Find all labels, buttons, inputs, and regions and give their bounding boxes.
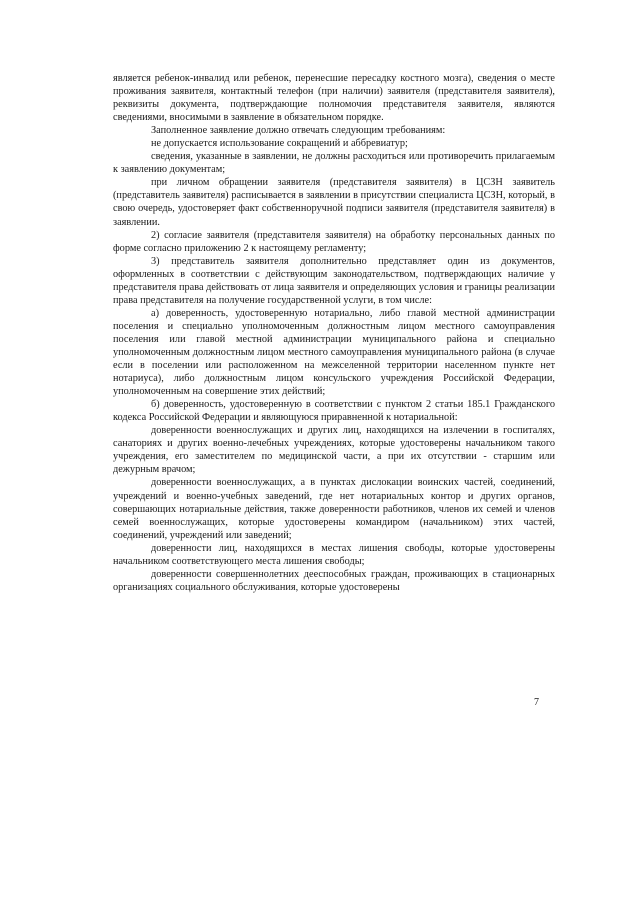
paragraph-social-care: доверенности совершеннолетних дееспособных граждан, проживающих в стационарных организациях социального обслуживания, которые удостоверены xyxy=(113,568,555,593)
paragraph-subitem-a: а) доверенность, удостоверенную нотариально, либо главой местной администрации поселения и специально уполномоченным должностным лицом местного самоуправления поселения или главой местной администрации муниципального района и специально уполномоченным должностным лицом местного самоуправления муниципального района (в случае если в поселении или расположенном на межселенной территории населенном пункте нет нотариуса), либо должностным лицом консульского учреждения Российской Федерации, уполномоченным на совершение этих действий; xyxy=(113,307,555,398)
paragraph-item-2-consent: 2) согласие заявителя (представителя заявителя) на обработку персональных данных по форме согласно приложению 2 к настоящему регламенту; xyxy=(113,229,555,254)
paragraph-military-hospital: доверенности военнослужащих и других лиц, находящихся на излечении в госпиталях, санаториях и других военно-лечебных учреждениях, которые удостоверены начальником такого учреждения, его заместителем по медицинской части, а при их отсутствии - старшим или дежурным врачом; xyxy=(113,425,555,476)
paragraph-continuation: является ребенок-инвалид или ребенок, перенесшие пересадку костного мозга), сведения о месте проживания заявителя, контактный телефон (при наличии) заявителя (представителя заявителя), реквизиты документа, подтверждающие полномочия представителя заявителя, являются сведениями, вносимыми в заявление в обязательном порядке. xyxy=(113,73,555,124)
paragraph-requirements-intro: Заполненное заявление должно отвечать следующим требованиям: xyxy=(151,125,446,137)
paragraph-personal-signature: при личном обращении заявителя (представителя заявителя) в ЦСЗН заявитель (представитель заявителя) расписывается в заявлении в присутствии специалиста ЦСЗН, который, в свою очередь, удостоверяет факт собственноручной подписи заявителя (представителя заявителя) в заявлении. xyxy=(113,177,555,228)
paragraph-military-units: доверенности военнослужащих, а в пунктах дислокации воинских частей, соединений, учреждений и военно-учебных заведений, где нет нотариальных контор и других органов, совершающих нотариальные действия, также доверенности работников, членов их семей и членов семей военнослужащих, которые удостоверены командиром (начальником) этих частей, соединений, учреждений или заведений; xyxy=(113,477,555,541)
page-number: 7 xyxy=(534,697,539,708)
paragraph-no-abbreviations: не допускается использование сокращений и аббревиатур; xyxy=(151,138,408,150)
paragraph-subitem-b: б) доверенность, удостоверенную в соответствии с пунктом 2 статьи 185.1 Гражданского кодекса Российской Федерации и являющуюся приравненной к нотариальной: xyxy=(113,399,555,424)
paragraph-item-3-representative: 3) представитель заявителя дополнительно представляет один из документов, оформленных в соответствии с действующим законодательством, подтверждающих наличие у представителя права действовать от лица заявителя и определяющих условия и границы реализации права представителя на получение государственной услуги, в том числе: xyxy=(113,255,555,306)
paragraph-consistency: сведения, указанные в заявлении, не должны расходиться или противоречить прилагаемым к заявлению документам; xyxy=(113,151,555,176)
paragraph-imprisoned: доверенности лиц, находящихся в местах лишения свободы, которые удостоверены начальником соответствующего места лишения свободы; xyxy=(113,542,555,567)
document-body xyxy=(113,72,555,594)
